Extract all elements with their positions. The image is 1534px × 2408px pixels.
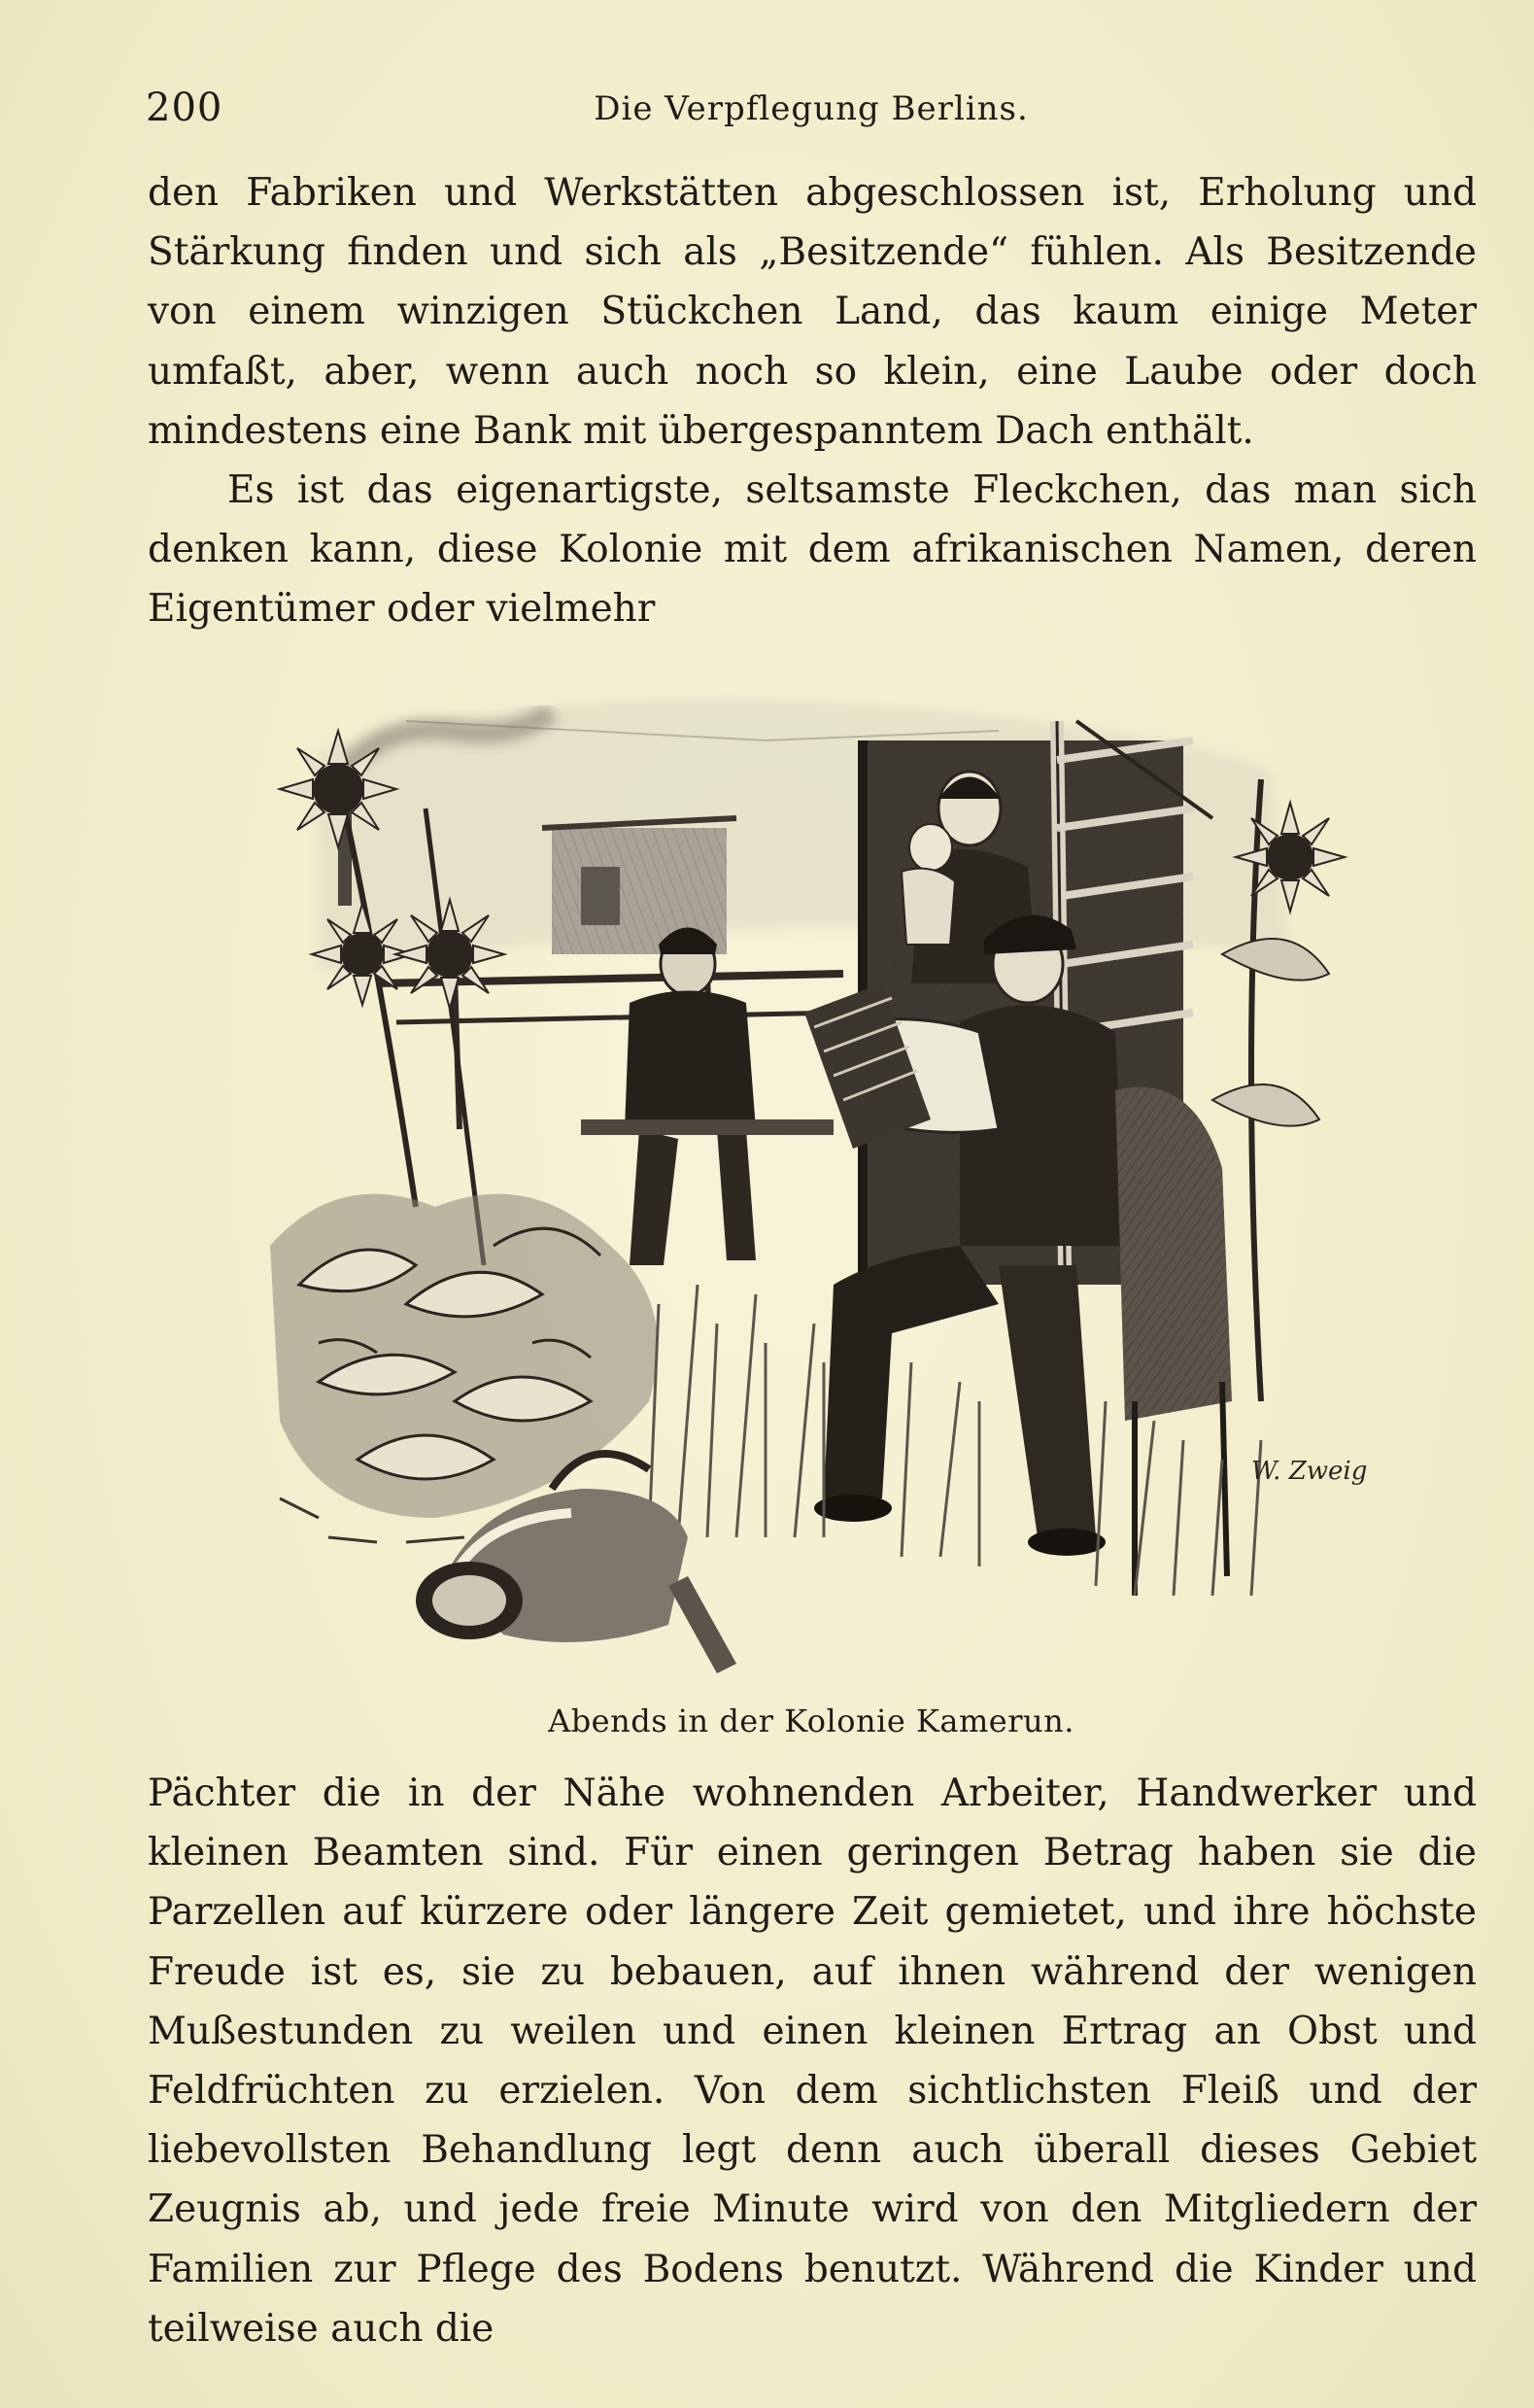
running-head: Die Verpflegung Berlins. <box>594 89 1029 128</box>
chair-with-jacket <box>1115 1087 1232 1596</box>
artist-signature: W. Zweig <box>1251 1457 1368 1486</box>
figure-caption: Abends in der Kolonie Kamerun. <box>548 1703 1074 1739</box>
page-header <box>146 86 1477 144</box>
paragraph-3: Pächter die in der Nähe wohnenden Arbeiter, Handwerker und kleinen Beamten sind. Für einen geringen Betrag haben sie die Parzellen auf kürzere oder längere Zeit gemietet, und ihre höchste Freude ist es, sie zu bebauen, auf ihnen während der wenigen Mußestunden zu weilen und einen kleinen Ertrag an Obst und Feldfrüchten zu erzielen. Von dem sichtlichsten Fleiß und der liebevollsten Behandlung legt denn auch überall dieses Gebiet Zeugnis ab, und jede freie Minute wird von den Mitgliedern der Familien zur Pflege des Bodens benutzt. Während die Kinder und teilweise auch die <box>148 1772 1477 2351</box>
illustration-drawing <box>260 663 1368 1712</box>
text-block-bottom <box>148 1764 1477 2358</box>
paragraph-2: Es ist das eigenartigste, seltsamste Fleckchen, das man sich denken kann, diese Kolonie mit dem afrikanischen Namen, deren Eigentümer oder vielmehr <box>148 468 1477 632</box>
paragraph-1: den Fabriken und Werkstätten abgeschlossen ist, Erholung und Stärkung finden und sich als „Besitzende“ fühlen. Als Besitzende von einem winzigen Stückchen Land, das kaum einige Meter umfaßt, aber, wenn auch noch so klein, eine Laube oder doch mindestens eine Bank mit übergespanntem Dach enthält. <box>148 171 1477 453</box>
page-number: 200 <box>146 86 223 130</box>
text-block-top <box>148 163 1477 639</box>
illustration <box>260 663 1368 1712</box>
distant-shed <box>542 818 736 954</box>
